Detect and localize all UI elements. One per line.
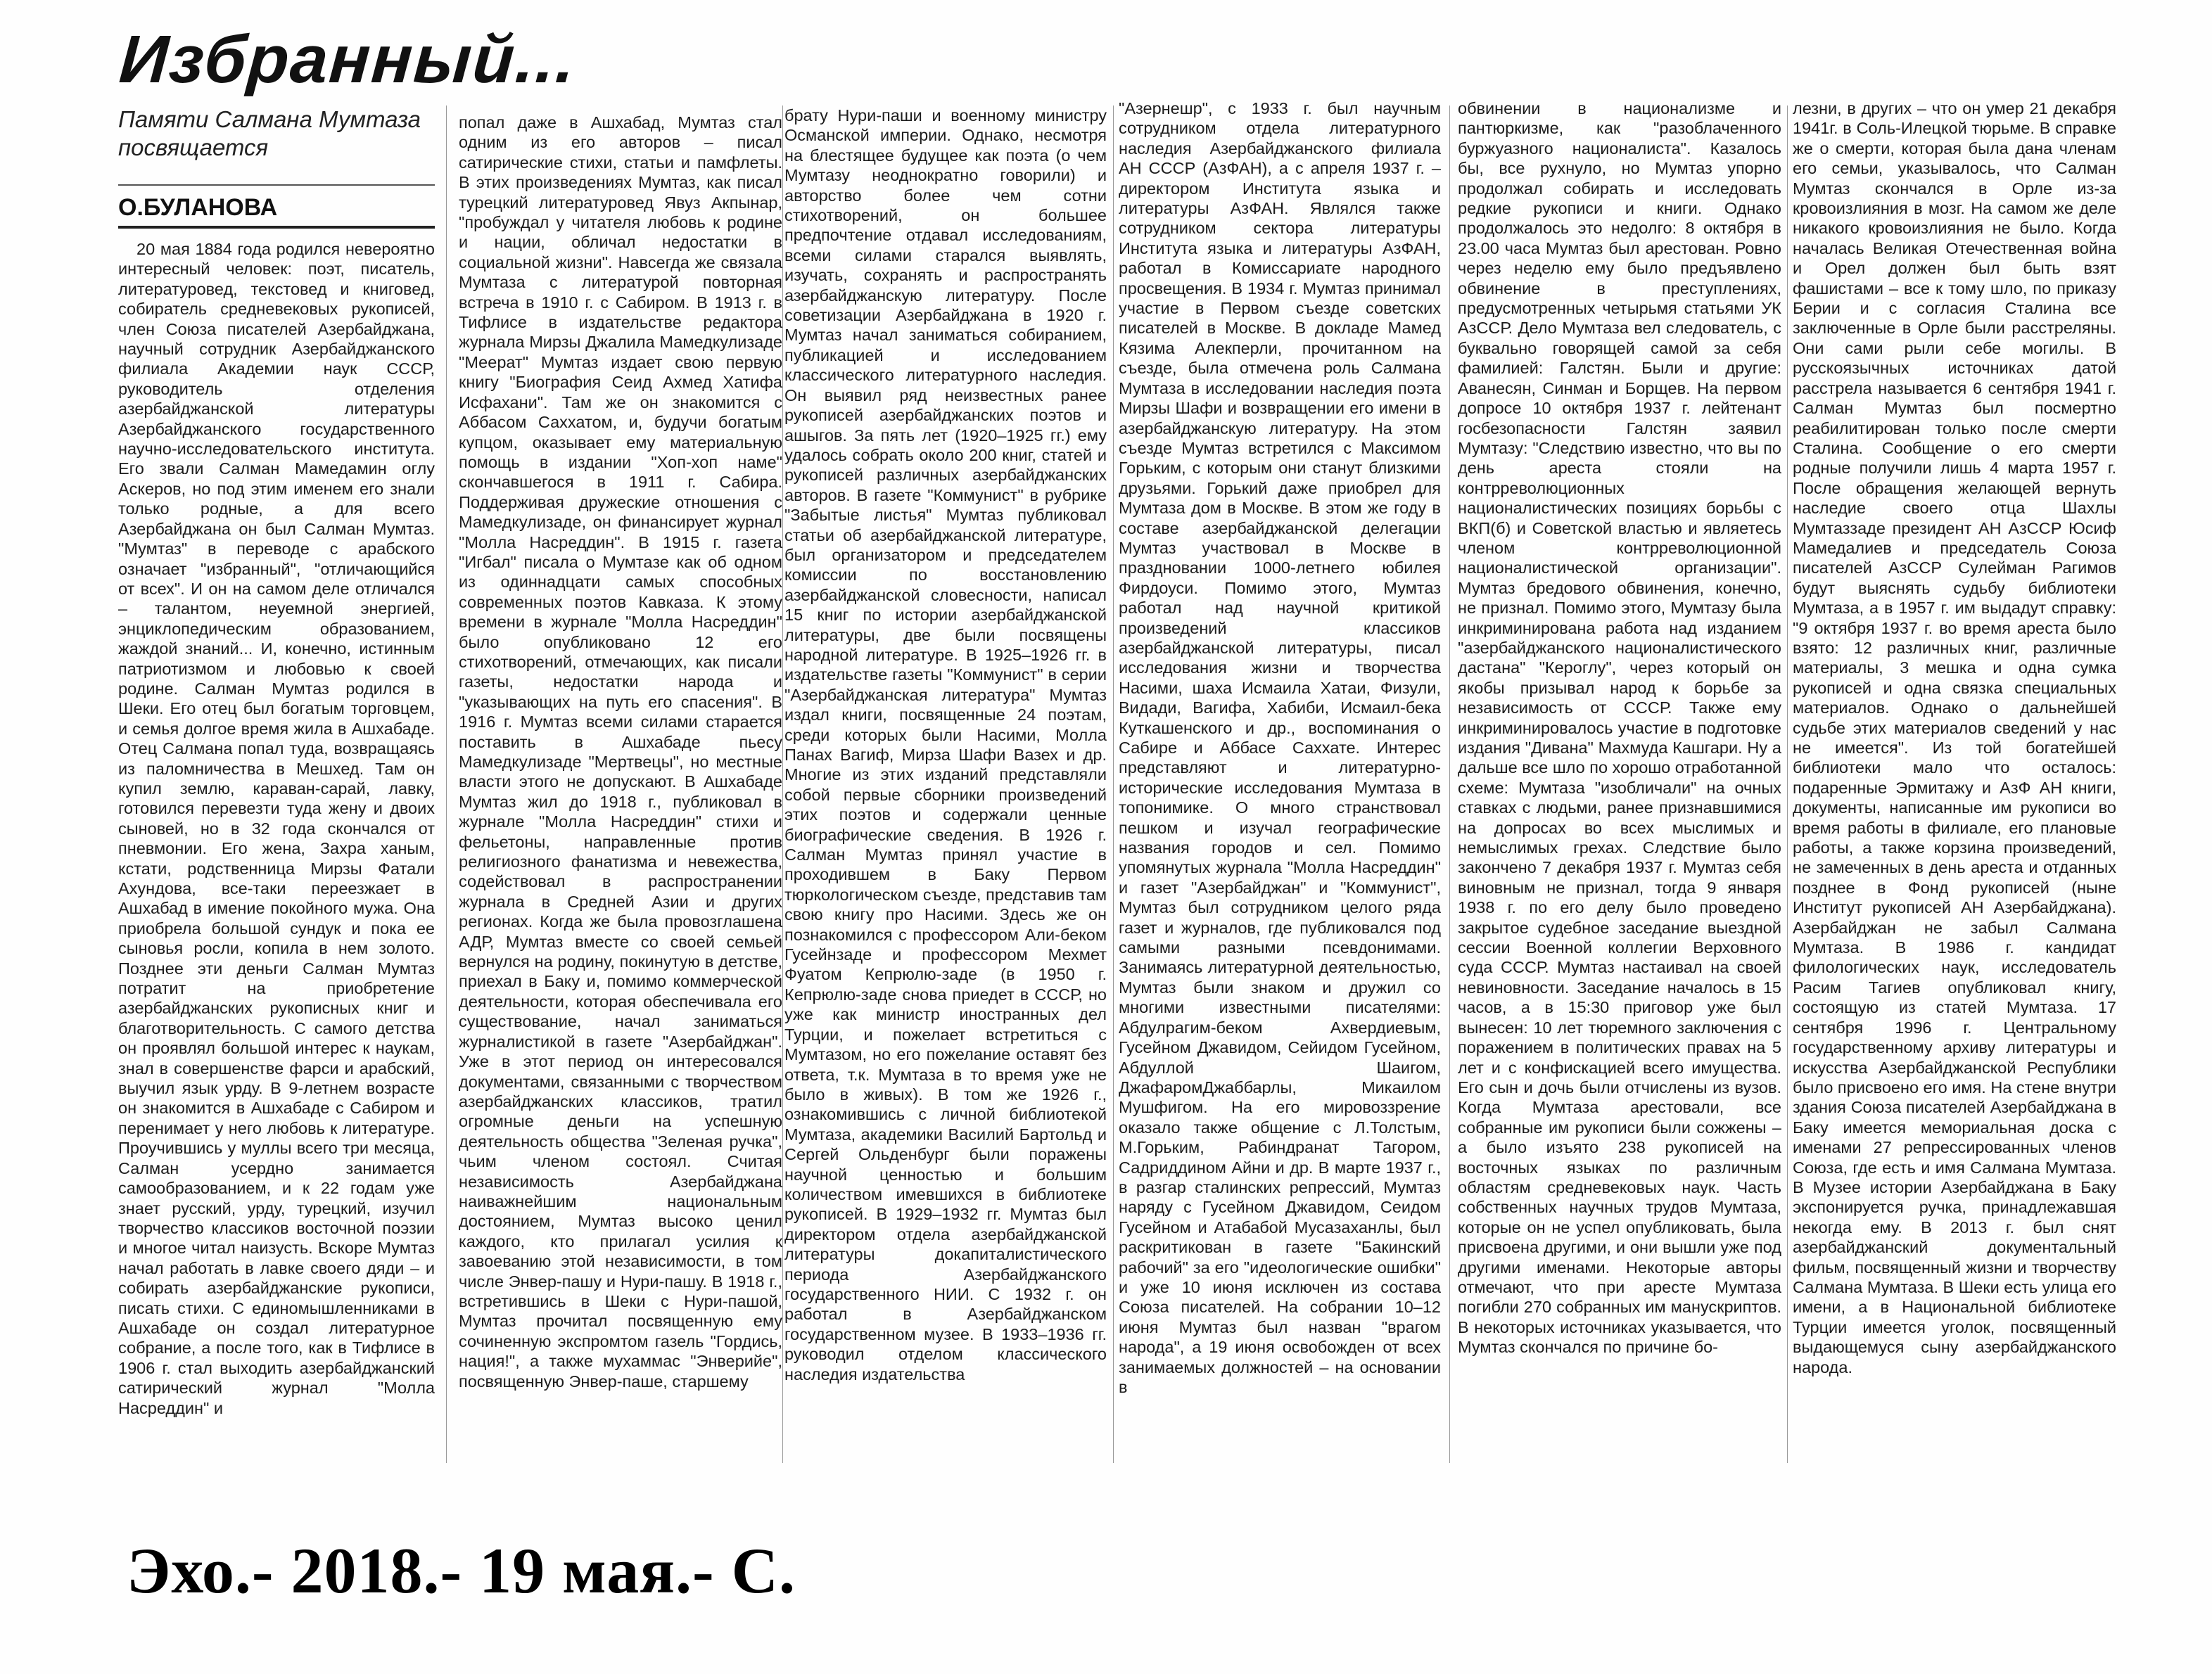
column-divider xyxy=(446,106,447,1463)
column-text: брату Нури-паши и военному министру Османской империи. Однако, несмотря на блестящее будущее как поэта (о чем Мумтазу неоднократно говорили) и авторство более чем сотни стихотворений, он большее предпочтение отдавал исследованиям, всеми силами старался выявлять, изучать, сохранять и распространять азербайджанскую литературу. После советизации Азербайджана в 1920 г. Мумтаз начал заниматься собиранием, публикацией и исследованием классического литературного наследия. Он выявил ряд неизвестных ранее рукописей азербайджанских поэтов и ашыгов. За пять лет (1920–1925 гг.) ему удалось собрать около 200 книг, статей и рукописей различных азербайджанских авторов. В газете "Коммунист" в рубрике "Забытые листья" Мумтаз публиковал статьи об азербайджанской литературе, был организатором и председателем комиссии по восстановлению азербайджанской словесности, написал 15 книг по истории азербайджанской литературы, две были посвящены народной литературе. В 1925–1926 гг. в издательстве газеты "Коммунист" в серии "Азербайджанская литература" Мумтаз издал книги, посвященные 24 поэтам, среди которых были Насими, Молла Панах Вагиф, Мирза Шафи Вазех и др. Многие из этих изданий представляли собой первые сборники произведений этих поэтов и содержали ценные биографические сведения. В 1926 г. Салман Мумтаз принял участие в проходившем в Баку Первом тюркологическом съезде, представив там свою книгу про Насими. Здесь же он познакомился с профессором Али-беком Гусейнзаде и профессором Мехмет Фуатом Кепрюлю-заде (в 1950 г. Кепрюлю-заде снова приедет в СССР, но уже как министр иностранных дел Турции, и пожелает встретиться с Мумтазом, но его пожелание оставят без ответа, т.к. Мумтаза в то время уже не было в живых). В том же 1926 г., ознакомившись с личной библиотекой Мумтаза, академики Василий Бартольд и Сергей Ольденбург были поражены научной ценностью и большим количеством имевшихся в библиотеке рукописей. В 1929–1932 гг. Мумтаз был директором отдела азербайджанской литературы докапиталистического периода Азербайджанского государственного НИИ. С 1932 г. он работал в Азербайджанском государственном музее. В 1933–1936 гг. руководил отделом классического наследия издательства xyxy=(784,106,1107,1384)
column-divider xyxy=(1449,106,1450,1463)
source-citation: Эхо.- 2018.- 19 мая.- С. xyxy=(127,1535,796,1606)
article-headline: Избранный... xyxy=(117,22,579,97)
article-column-4 xyxy=(1119,98,1441,1463)
column-text: "Азернешр", с 1933 г. был научным сотрудником отдела литературного наследия Азербайджанского филиала АН СССР (АзФАН), а с апреля 1937 г. – директором Института языка и литературы АзФАН. Являлся также сотрудником сектора литературы Института языка и литературы АзФАН, работал в Комиссариате народного просвещения. В 1934 г. Мумтаз принимал участие в Первом съезде советских писателей в Москве. В докладе Мамед Кязима Алекперли, прочитанном на съезде, была отмечена роль Салмана Мумтаза в исследовании наследия поэта Мирзы Шафи и возвращении его имени в азербайджанскую литературу. На этом съезде Мумтаз встретился с Максимом Горьким, с которым они станут близкими друзьями. Горький даже приобрел для Мумтаза дом в Москве. В этом же году в составе азербайджанской делегации Мумтаз участвовал в Москве в праздновании 1000-летнего юбилея Фирдоуси. Помимо этого, Мумтаз работал над научной критикой произведений классиков азербайджанской литературы, писал исследования жизни и творчества Насими, шаха Исмаила Хатаи, Физули, Видади, Вагифа, Хабиби, Исмаил-бека Куткашенского и др., воспоминания о Сабире и Аббасе Саххате. Интерес представляют и литературно-исторические исследования Мумтаза в топонимике. О много странствовал пешком и изучал географические названия городов и сел. Помимо упомянутых журнала "Молла Насреддин" и газет "Азербайджан" и "Коммунист", Мумтаз был сотрудником целого ряда газет и журналов, где публиковался под самыми разными псевдонимами. Занимаясь литературной деятельностью, Мумтаз были знаком и дружил со многими известными писателями: Абдулрагим-беком Ахвердиевым, Гусейном Джавидом, Сейидом Гусейном, Абдуллой Шаигом, ДжафаромДжаббарлы, Микаилом Мушфигом. На его мировоззрение оказало также общение с Л.Толстым, М.Горьким, Рабиндранат Тагором, Садриддином Айни и др. В марте 1937 г., в разгар сталинских репрессий, Мумтаз наряду с Гусейном Джавидом, Сеидом Гусейном и Атабабой Мусазаханлы, был раскритикован в газете "Бакинский рабочий" за его "идеологические ошибки" и уже 10 июня исключен из состава Союза писателей. На собрании 10–12 июня Мумтаз был назван "врагом народа", а 19 июня освобожден от всех занимаемых должностей – на основании в xyxy=(1119,99,1441,1396)
column-text: лезни, в других – что он умер 21 декабря 1941г. в Соль-Илецкой тюрьме. В справке же о смерти, которая была дана членам его семьи, указывалось, что Салман Мумтаз скончался в Орле из-за кровоизлияния в мозг. На самом же деле никакого кровоизлияния не было. Когда началась Великая Отечественная война и Орел должен был быть взят фашистами – все к тому шло, по приказу Берии и с согласия Сталина все заключенные в Орле были расстреляны. Они сами рыли себе могилы. В русскоязычных источниках датой расстрела называется 6 сентября 1941 г. Салман Мумтаз был посмертно реабилитирован только после смерти Сталина. Сообщение о его смерти родные получили лишь 4 марта 1957 г. После обращения желающей вернуть наследие своего отца Шахлы Мумтаззаде президент АН АзССР Юсиф Мамедалиев и председатель Союза писателей АзССР Сулейман Рагимов будут выяснять судьбу библиотеки Мумтаза, а в 1957 г. им выдадут справку: "9 октября 1937 г. во время ареста было взято: 12 различных книг, различные материалы, 3 мешка и одна сумка рукописей и одна связка специальных материалов. Однако о дальнейшей судьбе этих материалов сведений у нас не имеется". Из той богатейшей библиотеки мало что осталось: подаренные Эрмитажу и АзФ АН книги, документы, написанные им рукописи во время работы в филиале, его плановые работы, а также корзина произведений, не замеченных в день ареста и отданных позднее в Фонд рукописей (ныне Институт рукописей АН Азербайджана). Азербайджан не забыл Салмана Мумтаза. В 1986 г. кандидат филологических наук, исследователь Расим Тагиев опубликовал книгу, состоящую из статей Мумтаза. 17 сентября 1996 г. Центральному государственному архиву литературы и искусства Азербайджанской Республики было присвоено его имя. На стене внутри здания Союза писателей Азербайджана в Баку имеется мемориальная доска с именами 27 репрессированных членов Союза, где есть и имя Салмана Мумтаза. В Музее истории Азербайджана в Баку экспонируется ручка, принадлежавшая некогда ему. В 2013 г. был снят азербайджанский документальный фильм, посвященный жизни и творчеству Салмана Мумтаза. В Шеки есть улица его имени, а в Национальной библиотеке Турции имеется уголок, посвященный выдающемуся сыну азербайджанского народа. xyxy=(1793,99,2116,1376)
article-column-6 xyxy=(1793,98,2116,1463)
column-divider xyxy=(1787,106,1788,1463)
article-column-2 xyxy=(459,113,782,1463)
column-text: обвинении в национализме и пантюркизме, как "разоблаченного буржуазного националиста". Казалось бы, все рухнуло, но Мумтаз упорно продолжал собирать и исследовать редкие рукописи и книги. Однако продолжалось это недолго: 8 октября в 23.00 часа Мумтаз был арестован. Ровно через неделю ему было предъявлено обвинение в преступлениях, предусмотренных четырьмя статьями УК АзССР. Дело Мумтаза вел следователь, с буквально говорящей самой за себя фамилией: Галстян. Были и другие: Аванесян, Синман и Борщев. На первом допросе 10 октября 1937 г. лейтенант госбезопасности Галстян заявил Мумтазу: "Следствию известно, что вы по день ареста стояли на контрреволюционных националистических позициях борьбы с ВКП(б) и Советской властью и являетесь членом контрреволюционной националистической организации". Мумтаз бредового обвинения, конечно, не признал. Помимо этого, Мумтазу была инкриминирована работа над изданием "азербайджанского националистического дастана" "Кероглу", через который он якобы призывал народ к борьбе за независимость от СССР. Также ему инкриминировалось участие в подготовке издания "Дивана" Махмуда Кашгари. Ну а дальше все шло по хорошо отработанной схеме: Мумтаза "изобличали" на очных ставках с людьми, ранее признавшимися на допросах во всех мыслимых и немыслимых грехах. Следствие было закончено 7 декабря 1937 г. Мумтаз себя виновным не признал, тогда 9 января 1938 г. по его делу было проведено закрытое судебное заседание выездной сессии Военной коллегии Верховного суда СССР. Мумтаз настаивал на своей невиновности. Заседание началось в 15 часов, а в 15:30 приговор уже был вынесен: 10 лет тюремного заключения с поражением в политических правах на 5 лет и с конфискацией всего имущества. Его сын и дочь были отчислены из вузов. Когда Мумтаза арестовали, все собранные им рукописи были сожжены – а было изъято 238 рукописей на восточных языках по различным областям средневековых наук. Часть собственных научных трудов Мумтаза, которые он не успел опубликовать, была присвоена другими, и они вышли уже под другими именами. Некоторые авторы отмечают, что при аресте Мумтаза погибли 270 собранных им манускриптов. В некоторых источниках указывается, что Мумтаз скончался по причине бо- xyxy=(1458,99,1781,1357)
column-divider xyxy=(1113,106,1114,1463)
article-column-1 xyxy=(118,239,435,1463)
article-author: О.БУЛАНОВА xyxy=(118,194,435,229)
article-dedication: Памяти Салмана Мумтаза посвящается xyxy=(118,106,421,160)
column-divider xyxy=(782,106,783,1463)
column-text: попал даже в Ашхабад, Мумтаз стал одним из его авторов – писал сатирические стихи, статьи и памфлеты. В этих произведениях Мумтаз, как писал турецкий литературовед Явуз Акпынар, "пробуждал у читателя любовь к родине и нации, обличал недостатки в социальной жизни". Навсегда же связала Мумтаза с литературой повторная встреча в 1910 г. с Сабиром. В 1913 г. в Тифлисе в издательстве редактора журнала Мирзы Джалила Мамедкулизаде "Меерат" Мумтаз издает свою первую книгу "Биография Сеид Ахмед Хатифа Исфахани". Там же он знакомится с Аббасом Саххатом, и, будучи богатым купцом, оказывает ему материальную помощь в издании "Хоп-хоп наме" скончавшегося в 1911 г. Сабира. Поддерживая дружеские отношения с Мамедкулизаде, он финансирует журнал "Молла Насреддин". В 1915 г. газета "Игбал" писала о Мумтазе как об одном из одиннадцати самых способных современных поэтов Кавказа. К этому времени в журнале "Молла Насреддин" было опубликовано 12 его стихотворений, отмечающих, как писали газеты, недостатки народа и "указывающих на путь его спасения". В 1916 г. Мумтаз всеми силами старается поставить в Ашхабаде пьесу Мамедкулизаде "Мертвецы", но местные власти этого не допускают. В Ашхабаде Мумтаз жил до 1918 г., публиковал в журнале "Молла Насреддин" стихи и фельетоны, направленные против религиозного фанатизма и невежества, содействовал в распространении журнала в Средней Азии и других регионах. Когда же была провозглашена АДР, Мумтаз вместе со своей семьей вернулся на родину, покинутую в детстве, приехал в Баку и, помимо коммерческой деятельности, которая обеспечивала его существование, начал заниматься журналистикой в газете "Азербайджан". Уже в этот период он интересовался документами, связанными с творчеством азербайджанских классиков, тратил огромные деньги на успешную деятельность общества "Зеленая ручка", чьим членом состоял. Считая независимость Азербайджана наиважнейшим национальным достоянием, Мумтаз высоко ценил каждого, кто прилагал усилия к завоеванию этой независимости, в том числе Энвер-пашу и Нури-пашу. В 1918 г., встретившись в Шеки с Нури-пашой, Мумтаз прочитал посвященную ему сочиненную экспромтом газель "Гордись, нация!", а также мухаммас "Энверийе", посвященную Энвер-паше, старшему xyxy=(459,113,782,1391)
article-column-5 xyxy=(1458,98,1781,1463)
divider xyxy=(118,184,435,186)
column-text: 20 мая 1884 года родился невероятно интересный человек: поэт, писатель, литературовед, текстовед и книговед, собиратель средневековых рукописей, член Союза писателей Азербайджана, научный сотрудник Азербайджанского филиала Академии наук СССР, руководитель отделения азербайджанской литературы Азербайджанского государственного научно-исследовательского института. Его звали Салман Мамедамин оглу Аскеров, но под этим именем его знали только родные, а для всего Азербайджана он был Салман Мумтаз. "Мумтаз" в переводе с арабского означает "избранный", "отличающийся от всех". И он на самом деле отличался – талантом, неуемной энергией, энциклопедическим образованием, жаждой знаний... И, конечно, истинным патриотизмом и любовью к своей родине. Салман Мумтаз родился в Шеки. Его отец был богатым торговцем, и семья долгое время жила в Ашхабаде. Отец Салмана попал туда, возвращаясь из паломничества в Мешхед. Там он купил землю, караван-сарай, лавку, готовился перевезти туда жену и двоих сыновей, но в 32 года скончался от пневмонии. Его жена, Захра ханым, кстати, родственница Мирзы Фатали Ахундова, все-таки переезжает в Ашхабад в имение покойного мужа. Она приобрела большой сундук и пока ее сыновья росли, копила в нем золото. Позднее эти деньги Салман Мумтаз потратит на приобретение азербайджанских рукописных книг и благотворительность. С самого детства он проявлял большой интерес к наукам, знал в совершенстве фарси и арабский, выучил язык урду. В 9-летнем возрасте он знакомится в Ашхабаде с Сабиром и перенимает у него любовь к литературе. Проучившись у муллы всего три месяца, Салман усердно занимается самообразованием, и к 22 годам уже знает русский, урду, турецкий, изучил творчество классиков восточной поэзии и многое читал наизусть. Вскоре Мумтаз начал работать в лавке своего дяди – и собирать азербайджанские рукописи, писать стихи. С единомышленниками в Ашхабаде он создал литературное собрание, а после того, как в Тифлисе в 1906 г. стал выходить азербайджанский сатирический журнал "Молла Насреддин" и xyxy=(118,240,435,1417)
article-column-3 xyxy=(784,106,1107,1463)
